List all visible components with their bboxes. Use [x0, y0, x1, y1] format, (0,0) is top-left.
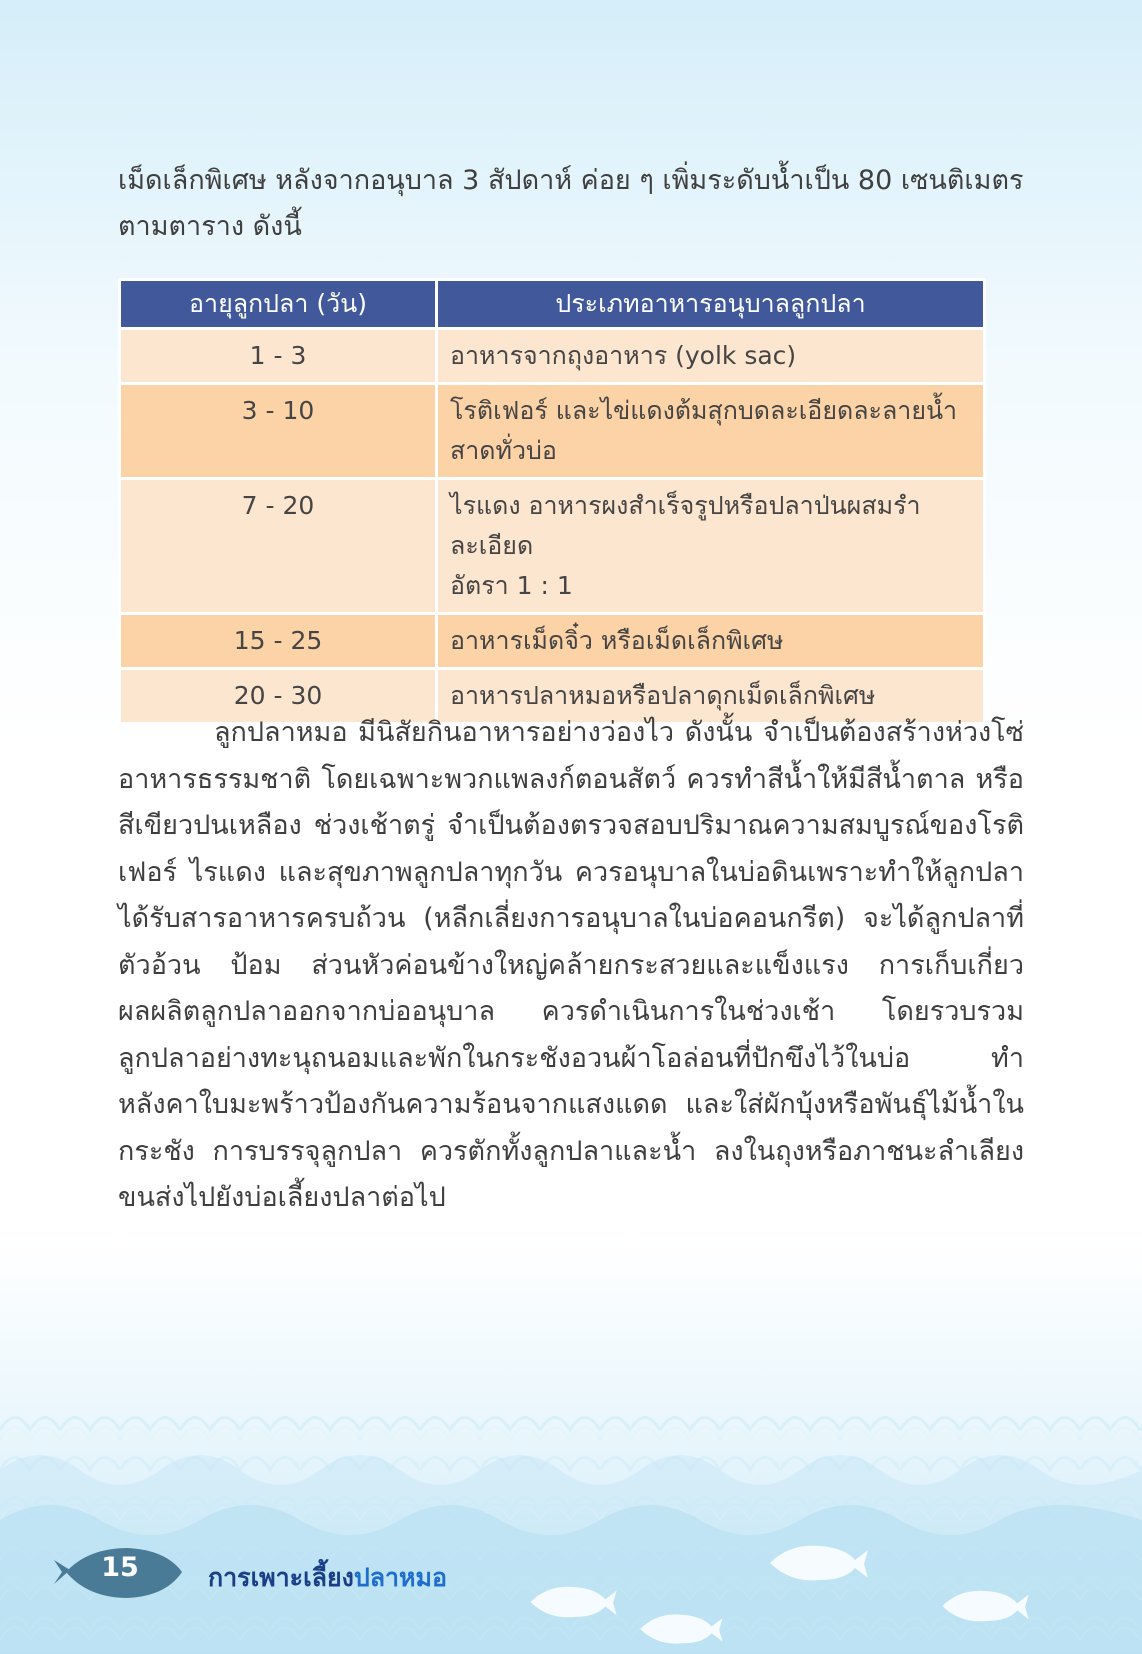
book-title — [208, 1558, 447, 1598]
body-paragraph-text: ลูกปลาหมอ มีนิสัยกินอาหารอย่างว่องไว ดังนั้น จำเป็นต้องสร้างห่วงโซ่อาหารธรรมชาติ โดยเฉพาะพวกแพลงก์ตอนสัตว์ ควรทำสีน้ำให้มีสีน้ำตาล หรือสีเขียวปนเหลือง ช่วงเช้าตรู่ จำเป็นต้องตรวจสอบปริมาณความสมบูรณ์ของโรติเฟอร์ ไรแดง และสุขภาพลูกปลาทุกวัน ควรอนุบาลในบ่อดินเพราะทำให้ลูกปลาได้รับสารอาหารครบถ้วน (หลีกเลี่ยงการอนุบาลในบ่อคอนกรีต) จะได้ลูกปลาที่ตัวอ้วน ป้อม ส่วนหัวค่อนข้างใหญ่คล้ายกระสวยและแข็งแรง การเก็บเกี่ยวผลผลิตลูกปลาออกจากบ่ออนุบาล ควรดำเนินการในช่วงเช้า โดยรวบรวมลูกปลาอย่างทะนุถนอมและพักในกระชังอวนผ้าโอล่อนที่ปักขึงไว้ในบ่อ ทำหลังคาใบมะพร้าวป้องกันความร้อนจากแสงแดด และใส่ผักบุ้งหรือพันธุ์ไม้น้ำในกระชัง การบรรจุลูกปลา ควรตักทั้งลูกปลาและน้ำ ลงในถุงหรือภาชนะลำเลียงขนส่งไปยังบ่อเลี้ยงปลาต่อไป — [118, 717, 1024, 1213]
food-line: โรติเฟอร์ และไข่แดงต้มสุกบดละเอียดละลายน้ำ — [450, 396, 958, 425]
table-row — [121, 327, 983, 382]
book-title-part2: ปลาหมอ — [353, 1563, 448, 1592]
food-cell — [438, 382, 983, 477]
body-paragraph — [118, 710, 1024, 1222]
white-fish-icon — [520, 1580, 620, 1624]
food-cell — [438, 477, 983, 612]
food-line: อาหารปลาหมอหรือปลาดุกเม็ดเล็กพิเศษ — [450, 681, 876, 710]
white-fish-icon — [630, 1608, 726, 1650]
age-cell: 3 - 10 — [121, 382, 438, 477]
food-line: สาดทั่วบ่อ — [450, 436, 557, 465]
food-cell — [438, 327, 983, 382]
book-title-part1: การเพาะเลี้ยง — [208, 1563, 354, 1592]
header-food-type: ประเภทอาหารอนุบาลลูกปลา — [438, 281, 983, 327]
table-row — [121, 612, 983, 667]
age-cell: 1 - 3 — [121, 327, 438, 382]
intro-text — [118, 158, 1024, 250]
age-cell: 20 - 30 — [121, 667, 438, 722]
food-line: อาหารเม็ดจิ๋ว หรือเม็ดเล็กพิเศษ — [450, 626, 784, 655]
table-row — [121, 382, 983, 477]
white-fish-icon — [760, 1538, 870, 1588]
food-line: อาหารจากถุงอาหาร (yolk sac) — [450, 341, 797, 370]
table-header-row — [121, 281, 983, 327]
intro-line-1: เม็ดเล็กพิเศษ หลังจากอนุบาล 3 สัปดาห์ ค่อย ๆ เพิ่มระดับน้ำเป็น 80 เซนติเมตร — [118, 165, 1024, 196]
age-cell: 15 - 25 — [121, 612, 438, 667]
page-number: 15 — [101, 1552, 139, 1583]
intro-line-2: ตามตาราง ดังนี้ — [118, 211, 302, 242]
header-age: อายุลูกปลา (วัน) — [121, 281, 438, 327]
food-line: ไรแดง อาหารผงสำเร็จรูปหรือปลาป่นผสมรำละเอียด — [450, 491, 921, 560]
table-row — [121, 477, 983, 612]
feeding-table — [118, 278, 986, 725]
age-cell: 7 - 20 — [121, 477, 438, 612]
food-cell — [438, 612, 983, 667]
white-fish-icon — [932, 1584, 1032, 1628]
food-line: อัตรา 1 : 1 — [450, 571, 573, 600]
